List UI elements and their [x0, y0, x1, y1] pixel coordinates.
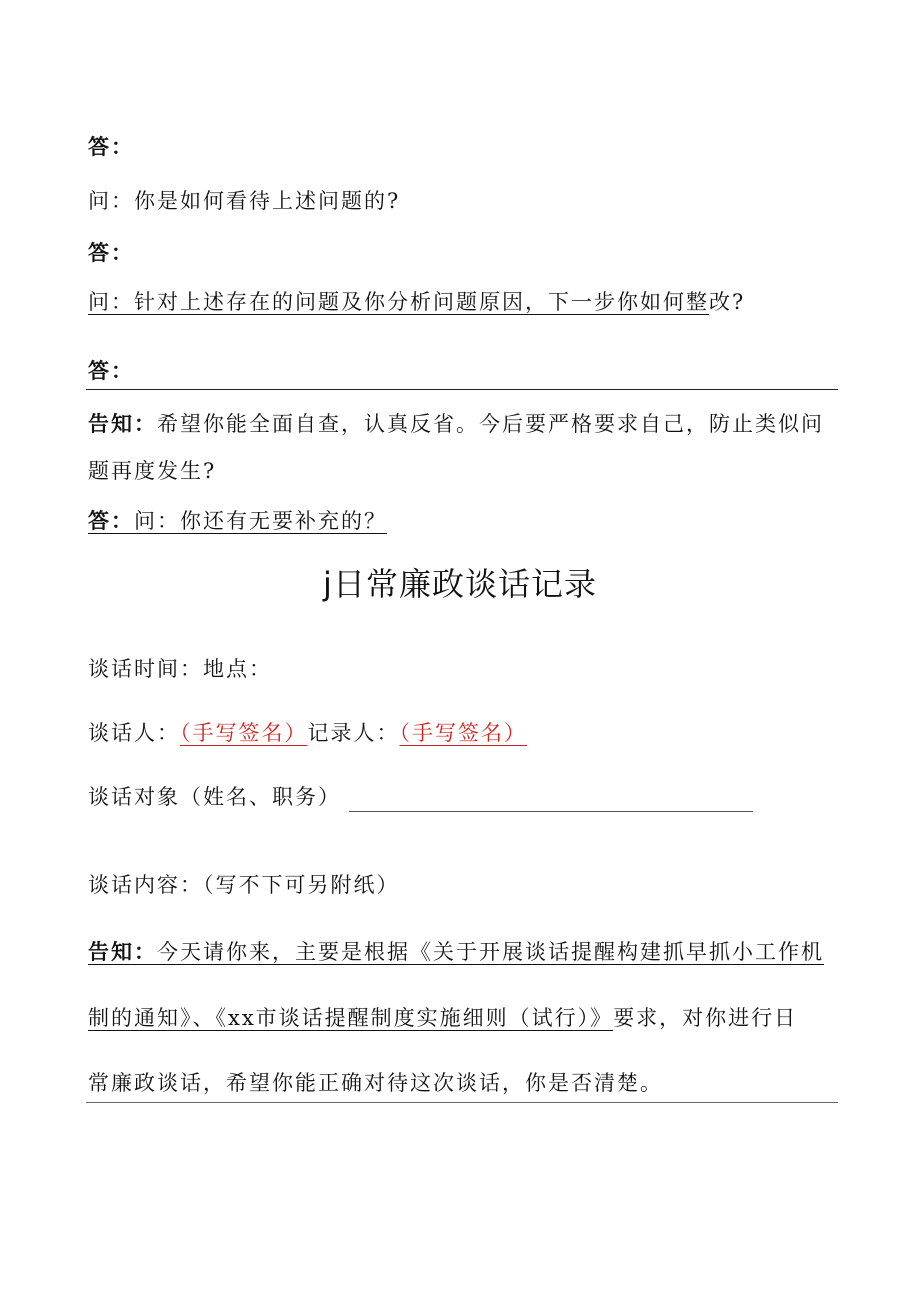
notice-2-underlined-a: [88, 940, 824, 964]
question-4: 问：你还有无要补充的？: [134, 509, 387, 533]
notice-1-text: 希望你能全面自查，认真反省。今后要严格要求自己，防止类似问: [157, 412, 824, 436]
question-3-rest: 改?: [709, 290, 746, 314]
notice-1-continued: 题再度发生?: [88, 459, 217, 483]
recorder-signature: （手写签名）: [399, 721, 527, 745]
time-place-field: 谈话时间：地点：: [88, 657, 272, 681]
answer-3: 答：: [88, 358, 134, 383]
form-title: j日常廉政谈话记录: [323, 565, 597, 603]
interviewer-label: 谈话人：: [88, 721, 180, 745]
interviewer-signature: （手写签名）: [180, 721, 308, 745]
signature-row: [88, 718, 527, 748]
divider-2: [86, 1102, 838, 1103]
subject-blank-line: [349, 791, 753, 812]
notice-2-text-1: 今天请你来，主要是根据《关于开展谈话提醒构建抓早抓小工作机: [157, 940, 824, 964]
notice-2-text-2: 制的通知》、《xx市谈话提醒制度实施细则（试行）》: [88, 1006, 614, 1030]
notice-2-label: 告知：: [88, 939, 157, 964]
notice-2-text-2-rest: 要求，对你进行日: [613, 1006, 798, 1030]
subject-row: [88, 782, 753, 812]
question-3-underlined: 问：针对上述存在的问题及你分析问题原因，下一步你如何整: [88, 290, 709, 314]
notice-2-line-1: [88, 937, 824, 967]
recorder-label: 记录人：: [307, 721, 400, 745]
divider-1: [86, 389, 838, 390]
notice-1: [88, 409, 824, 439]
answer-2: 答：: [88, 240, 134, 265]
notice-2-line-2: [88, 1003, 797, 1033]
answer-question-4: [88, 506, 387, 536]
question-2: 问：你是如何看待上述问题的?: [88, 189, 401, 213]
content-label: 谈话内容：（写不下可另附纸）: [88, 873, 400, 897]
answer-4: 答：: [88, 508, 134, 533]
subject-label: 谈话对象（姓名、职务）: [88, 785, 341, 809]
notice-1-label: 告知：: [88, 411, 157, 436]
answer-1: 答：: [88, 134, 134, 159]
notice-2-line-3: 常廉政谈话，希望你能正确对待这次谈话，你是否清楚。: [88, 1071, 663, 1095]
question-3: [88, 287, 745, 317]
